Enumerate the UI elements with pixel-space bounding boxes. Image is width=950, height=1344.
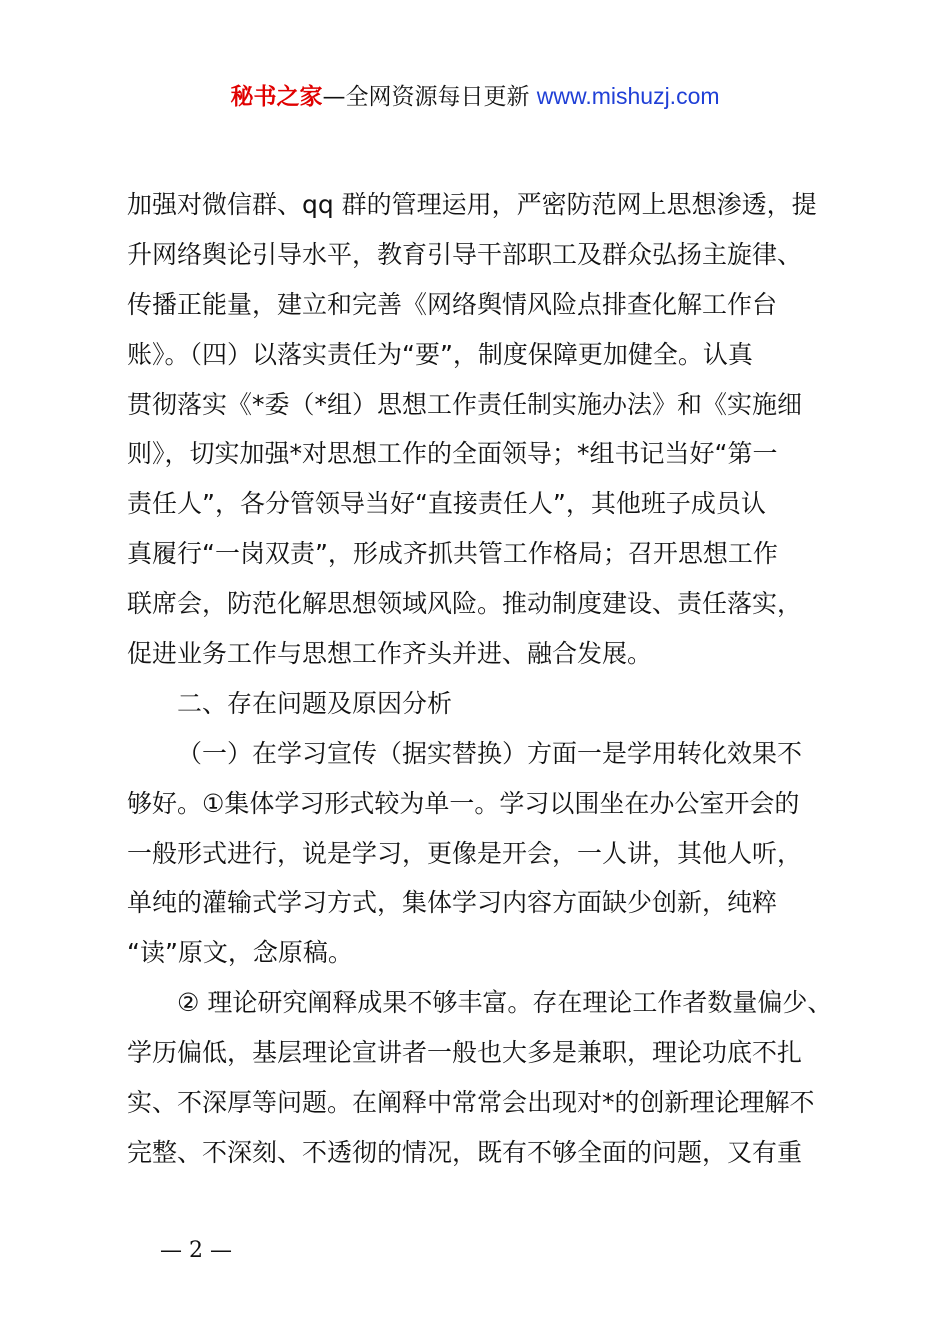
text-line: 促进业务工作与思想工作齐头并进、融合发展。 bbox=[127, 639, 653, 669]
text-line: 联席会，防范化解思想领域风险。推动制度建设、责任落实， bbox=[127, 589, 803, 619]
text-line: 贯彻落实《*委（*组）思想工作责任制实施办法》和《实施细 bbox=[127, 389, 803, 419]
site-url: www.mishuzj.com bbox=[536, 83, 720, 109]
document-body bbox=[127, 180, 833, 1178]
page-number: — 2 — bbox=[160, 1238, 232, 1263]
site-slogan: —全网资源每日更新 bbox=[322, 84, 530, 110]
text-line: 真履行“一岗双责”，形成齐抓共管工作格局；召开思想工作 bbox=[127, 539, 778, 569]
text-line: 学历偏低，基层理论宣讲者一般也大多是兼职，理论功底不扎 bbox=[127, 1038, 803, 1068]
text-line: 一般形式进行，说是学习，更像是开会，一人讲，其他人听， bbox=[127, 838, 803, 868]
text-line: 加强对微信群、qq 群的管理运用，严密防范网上思想渗透，提 bbox=[127, 190, 817, 219]
text-line: “读”原文，念原稿。 bbox=[127, 938, 353, 968]
text-line: 则》，切实加强*对思想工作的全面领导；*组书记当好“第一 bbox=[127, 439, 778, 469]
text-line: 完整、不深刻、不透彻的情况，既有不够全面的问题，又有重 bbox=[127, 1137, 803, 1167]
text-line: （一）在学习宣传（据实替换）方面一是学用转化效果不 bbox=[177, 738, 803, 768]
text-line: 责任人”，各分管领导当好“直接责任人”，其他班子成员认 bbox=[127, 489, 766, 519]
text-line: 够好。①集体学习形式较为单一。学习以围坐在办公室开会的 bbox=[127, 788, 800, 818]
section-heading: 二、存在问题及原因分析 bbox=[177, 688, 453, 718]
text-line: 单纯的灌输式学习方式，集体学习内容方面缺少创新，纯粹 bbox=[127, 888, 778, 918]
site-brand: 秘书之家 bbox=[230, 84, 323, 110]
text-line: ② 理论研究阐释成果不够丰富。存在理论工作者数量偏少、 bbox=[177, 988, 833, 1018]
site-header bbox=[0, 80, 950, 113]
text-line: 实、不深厚等问题。在阐释中常常会出现对*的创新理论理解不 bbox=[127, 1088, 815, 1118]
text-line: 传播正能量，建立和完善《网络舆情风险点排查化解工作台 bbox=[127, 289, 778, 319]
text-line: 账》。（四）以落实责任为“要”，制度保障更加健全。认真 bbox=[127, 339, 753, 369]
text-line: 升网络舆论引导水平，教育引导干部职工及群众弘扬主旋律、 bbox=[127, 239, 803, 269]
